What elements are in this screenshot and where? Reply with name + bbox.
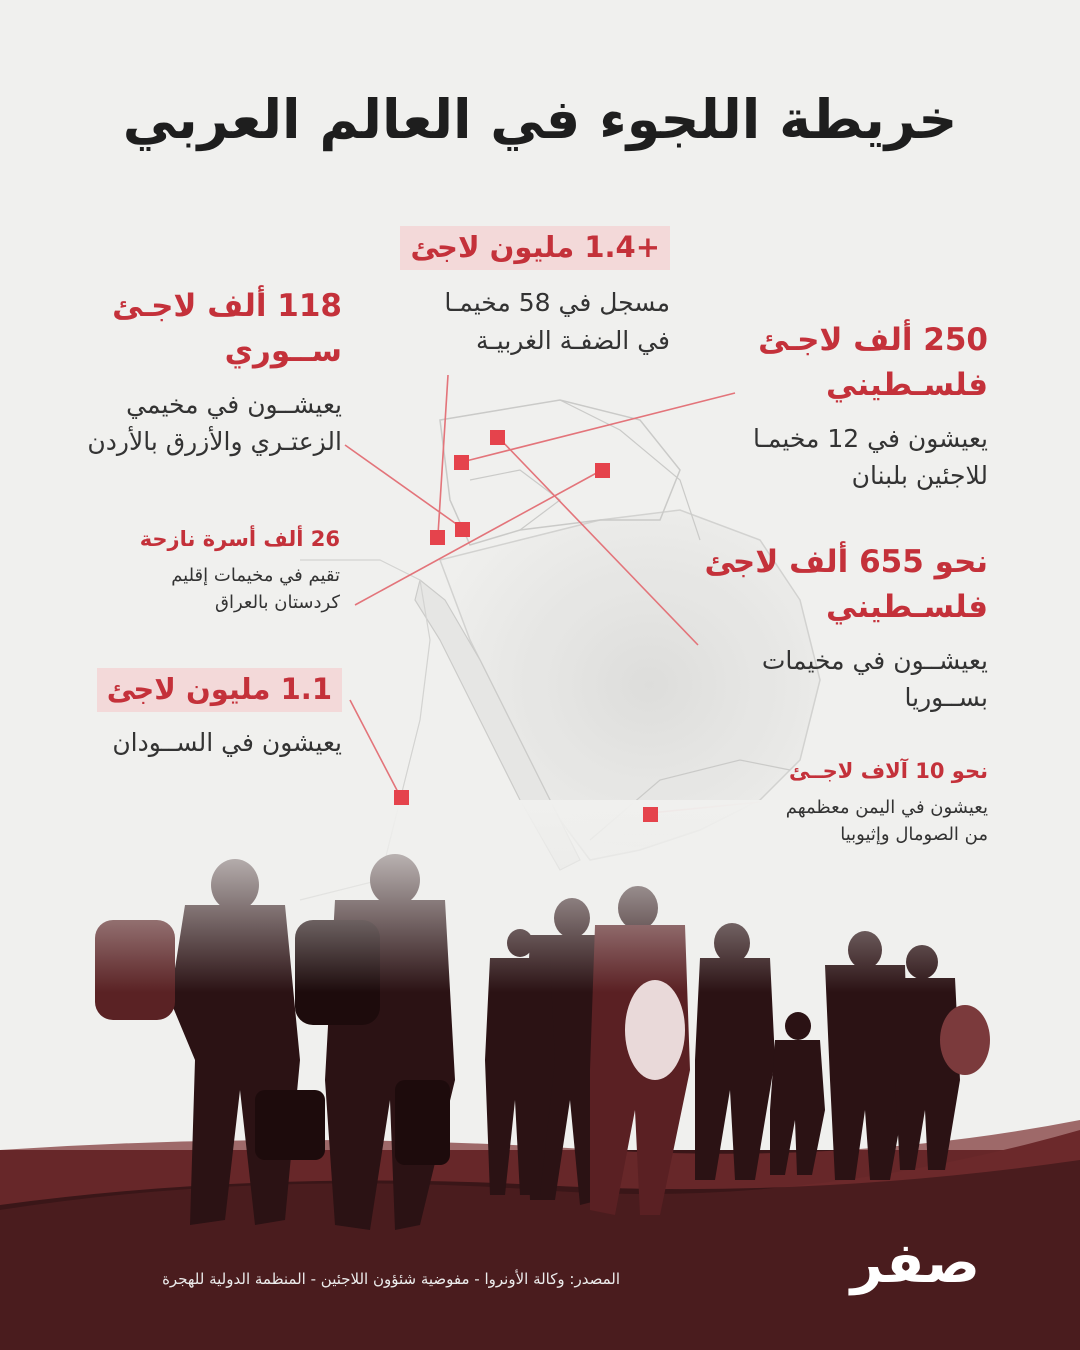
- marker-syria[interactable]: [490, 430, 505, 445]
- connector-lebanon: [462, 393, 735, 462]
- yemen-line-1: يعيشون في اليمن معظمهم: [785, 797, 988, 819]
- marker-west-bank[interactable]: [430, 530, 445, 545]
- marker-yemen[interactable]: [643, 807, 658, 822]
- syria-line-2: بســوريا: [904, 683, 988, 713]
- connector-sudan: [350, 700, 400, 796]
- marker-lebanon[interactable]: [454, 455, 469, 470]
- lebanon-line-1: يعيشون في 12 مخيمـا: [752, 423, 988, 453]
- callout-jordan: [87, 284, 342, 461]
- west-bank-line-2: في الضفـة الغربيـة: [476, 325, 670, 355]
- lebanon-line-2: للاجئين بلبنان: [851, 461, 988, 491]
- iraq-line-1: تقيم في مخيمات إقليم: [171, 565, 340, 587]
- jordan-line-2: الزعتـري والأزرق بالأردن: [87, 427, 342, 457]
- marker-sudan[interactable]: [394, 790, 409, 805]
- west-bank-headline: +1.4 مليون لاجئ: [400, 226, 670, 270]
- callout-syria: [704, 540, 988, 717]
- callout-lebanon: [753, 318, 988, 495]
- callout-iraq: [140, 524, 340, 616]
- iraq-headline: 26 ألف أسرة نازحة: [139, 527, 340, 551]
- syria-headline-1: نحو 655 ألف لاجئ: [704, 544, 988, 580]
- syria-headline-2: فلسـطيني: [826, 588, 988, 625]
- marker-iraq[interactable]: [595, 463, 610, 478]
- lebanon-headline-2: فلسـطيني: [826, 366, 988, 403]
- marker-jordan[interactable]: [455, 522, 470, 537]
- sudan-line-1: يعيشون في الســودان: [112, 728, 342, 758]
- jordan-headline-2: ســوري: [224, 332, 342, 369]
- sudan-headline: 1.1 مليون لاجئ: [97, 668, 342, 712]
- jordan-line-1: يعيشــون في مخيمي: [126, 389, 342, 419]
- page-title: خريطة اللجوء في العالم العربي: [122, 88, 958, 151]
- syria-line-1: يعيشــون في مخيمات: [761, 645, 988, 675]
- iraq-line-2: كردستان بالعراق: [214, 592, 340, 614]
- west-bank-line-1: مسجل في 58 مخيمـا: [444, 288, 670, 318]
- jordan-headline-1: 118 ألف لاجـئ: [112, 288, 342, 324]
- brand-logo: صفر: [850, 1231, 980, 1296]
- callout-sudan: [97, 668, 342, 762]
- source-text: المصدر: وكالة الأونروا - مفوضية شئؤون اللاجئين - المنظمة الدولية للهجرة: [162, 1270, 620, 1288]
- yemen-headline: نحو 10 آلاف لاجــئ: [789, 759, 988, 783]
- yemen-line-2: من الصومال وإثيوبيا: [840, 824, 988, 846]
- connector-west-bank: [438, 375, 448, 535]
- lebanon-headline-1: 250 ألف لاجـئ: [758, 322, 988, 358]
- callout-yemen: [786, 756, 988, 848]
- callout-west-bank: [400, 226, 670, 359]
